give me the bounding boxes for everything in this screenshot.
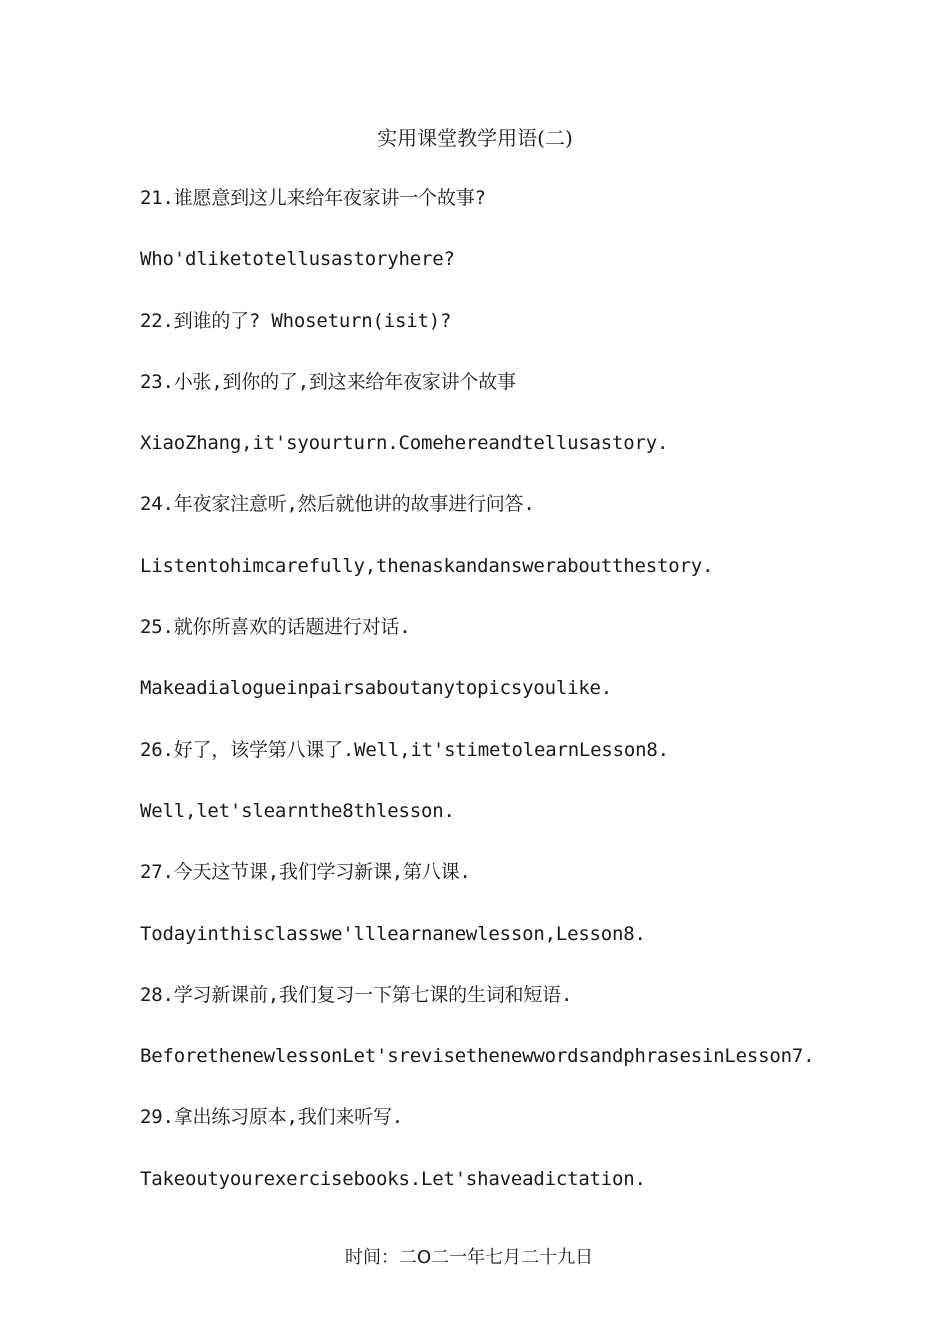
footer-date: 时间：二O二一年七月二十九日 bbox=[345, 1247, 594, 1268]
phrase-line: BeforethenewlessonLet'srevisethenewwordsandphrasesinLesson7. bbox=[140, 1045, 815, 1068]
phrase-line: 23.小张,到你的了,到这来给年夜家讲个故事 bbox=[140, 370, 516, 393]
phrase-line: Makeadialogueinpairsaboutanytopicsyoulike. bbox=[140, 677, 613, 700]
phrase-line: Listentohimcarefully,thenaskandansweraboutthestory. bbox=[140, 554, 714, 577]
phrase-line: 27.今天这节课,我们学习新课,第八课. bbox=[140, 861, 471, 884]
phrase-line: XiaoZhang,it'syourturn.Comehereandtellusastory. bbox=[140, 432, 669, 455]
phrase-line: Todayinthisclasswe'lllearnanewlesson,Lesson8. bbox=[140, 922, 646, 945]
phrase-line: 21.谁愿意到这儿来给年夜家讲一个故事? bbox=[140, 187, 486, 209]
phrase-line: Well,let'slearnthe8thlesson. bbox=[140, 799, 455, 822]
phrase-line: 22.到谁的了? Whoseturn(isit)? bbox=[140, 309, 452, 332]
phrase-line: 26.好了，该学第八课了.Well,it'stimetolearnLesson8. bbox=[140, 738, 669, 761]
phrase-list bbox=[140, 184, 920, 1226]
phrase-line: 24.年夜家注意听,然后就他讲的故事进行问答. bbox=[140, 493, 535, 516]
phrase-line: 29.拿出练习原本,我们来听写. bbox=[140, 1106, 403, 1129]
phrase-line: 28.学习新课前,我们复习一下第七课的生词和短语. bbox=[140, 983, 573, 1006]
phrase-line: 25.就你所喜欢的话题进行对话. bbox=[140, 616, 411, 639]
phrase-line: Who'dliketotellusastoryhere? bbox=[140, 248, 455, 271]
document-title: 实用课堂教学用语(二) bbox=[377, 126, 573, 150]
phrase-line: Takeoutyourexercisebooks.Let'shaveadictation. bbox=[140, 1167, 646, 1190]
